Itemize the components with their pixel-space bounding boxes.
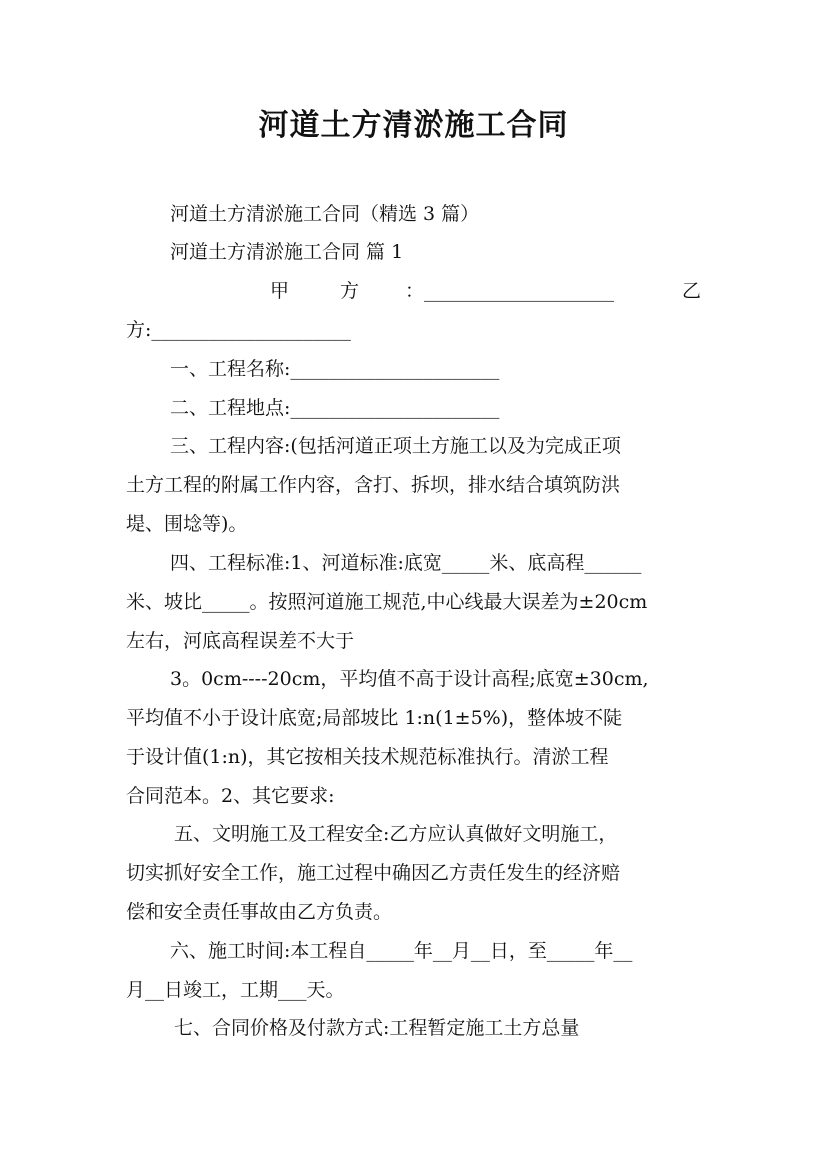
item-4-line-3: 左右，河底高程误差不大于 [126,630,355,652]
item-4-line-6: 于设计值(1:n)，其它按相关技术规范标准执行。清淤工程 [126,746,609,768]
item-6-line-1: 六、施工时间:本工程自_____年__月__日，至_____年__ [170,940,633,962]
item-4-line-2: 米、坡比_____。按照河道施工规范,中心线最大误差为±20cm [126,591,648,613]
item-3-line-2: 土方工程的附属工作内容，含打、拆坝，排水结合填筑防洪 [126,474,621,496]
section-heading: 河道土方清淤施工合同 篇 1 [170,241,404,263]
item-3-line-1: 三、工程内容:(包括河道正项土方施工以及为完成正项 [170,435,621,457]
item-2: 二、工程地点:______________________ [170,397,500,419]
party-a-label-2: 方 [340,280,360,302]
item-3-line-3: 堤、围埝等)。 [126,513,248,535]
item-6-line-2: 月__日竣工，工期___天。 [126,979,345,1001]
party-b-label-1: 乙 [682,280,702,302]
item-1: 一、工程名称:______________________ [170,358,500,380]
item-4-line-7: 合同范本。2、其它要求: [126,785,335,807]
item-7-line-1: 七、合同价格及付款方式:工程暂定施工土方总量 [174,1017,580,1039]
item-4-line-4: 3。0cm----20cm，平均值不高于设计高程;底宽±30cm, [170,668,649,690]
subtitle: 河道土方清淤施工合同（精选 3 篇） [170,203,480,225]
party-a-blank: ：____________________ [405,280,615,302]
item-4-line-1: 四、工程标准:1、河道标准:底宽_____米、底高程______ [170,552,642,574]
item-5-line-1: 五、文明施工及工程安全:乙方应认真做好文明施工， [174,823,618,845]
party-a-label-1: 甲 [270,280,290,302]
item-4-line-5: 平均值不小于设计底宽;局部坡比 1:n(1±5%)，整体坡不陡 [126,707,623,729]
party-b-line: 方:_____________________ [126,319,351,341]
item-5-line-3: 偿和安全责任事故由乙方负责。 [126,901,393,923]
item-5-line-2: 切实抓好安全工作，施工过程中确因乙方责任发生的经济赔 [126,862,621,884]
document-title: 河道土方清淤施工合同 [258,108,569,143]
